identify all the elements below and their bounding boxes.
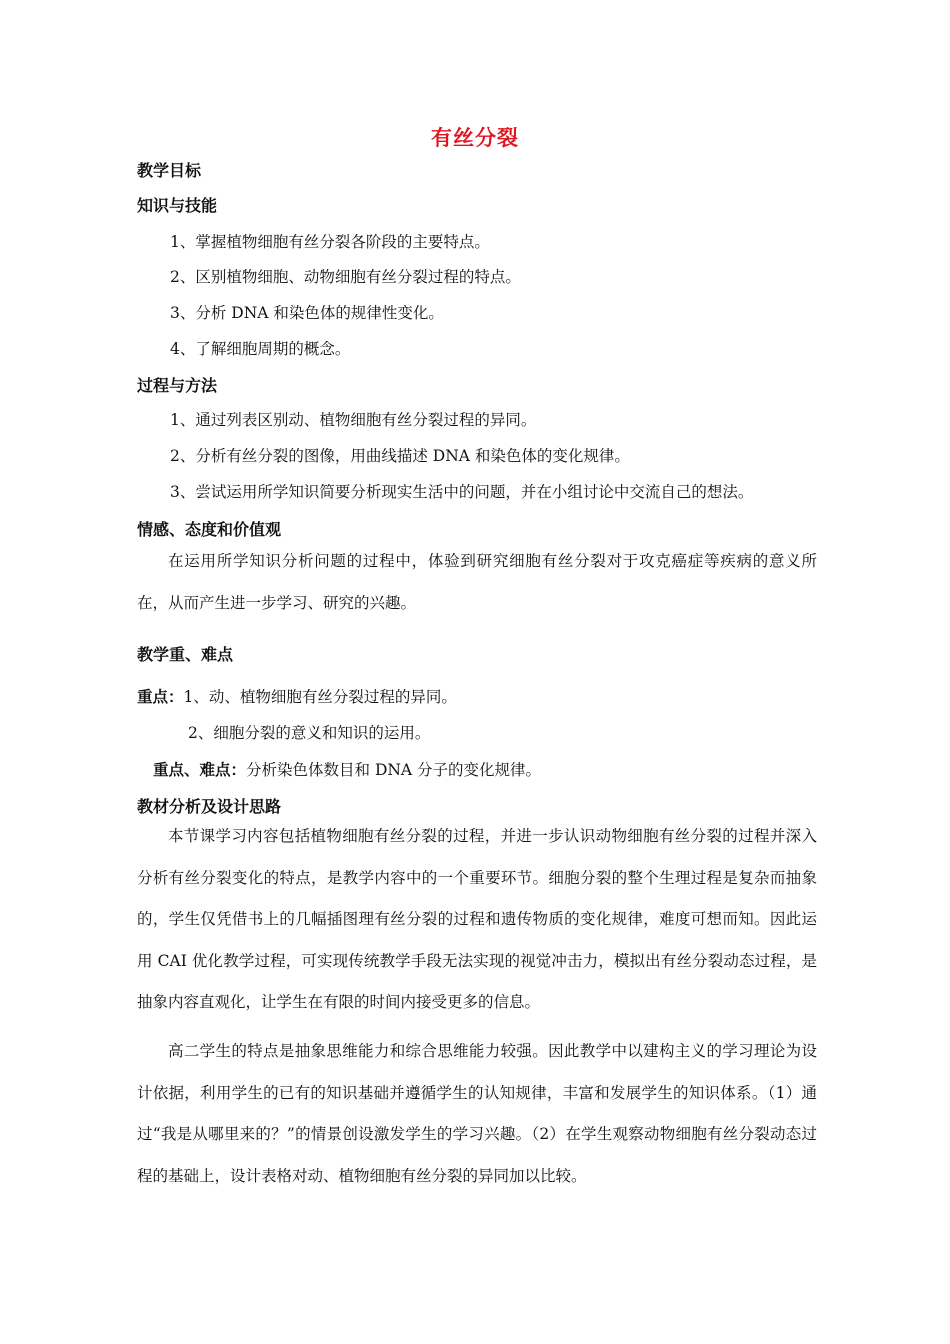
process-item-3: 3、尝试运用所学知识简要分析现实生活中的问题，并在小组讨论中交流自己的想法。 <box>170 483 754 501</box>
key-label: 重点： <box>137 688 184 706</box>
knowledge-item-1: 1、掌握植物细胞有丝分裂各阶段的主要特点。 <box>170 233 490 251</box>
process-item-2: 2、分析有丝分裂的图像，用曲线描述 DNA 和染色体的变化规律。 <box>170 447 630 465</box>
heading-process: 过程与方法 <box>137 376 218 395</box>
knowledge-item-4: 4、了解细胞周期的概念。 <box>170 340 351 358</box>
knowledge-item-2: 2、区别植物细胞、动物细胞有丝分裂过程的特点。 <box>170 268 521 286</box>
key-item-2: 2、细胞分裂的意义和知识的运用。 <box>188 724 431 742</box>
document-title: 有丝分裂 <box>431 126 519 150</box>
attitude-paragraph: 在运用所学知识分析问题的过程中，体验到研究细胞有丝分裂对于攻克癌症等疾病的意义所在，从而产生进一步学习、研究的兴趣。 <box>137 552 817 612</box>
process-item-1: 1、通过列表区别动、植物细胞有丝分裂过程的异同。 <box>170 411 537 429</box>
key-item-1: 1、动、植物细胞有丝分裂过程的异同。 <box>183 688 457 706</box>
heading-attitude: 情感、态度和价值观 <box>137 520 282 539</box>
heading-knowledge: 知识与技能 <box>137 196 218 215</box>
key-points-row <box>137 685 457 707</box>
heading-objectives: 教学目标 <box>137 161 202 180</box>
heading-analysis: 教材分析及设计思路 <box>137 797 282 816</box>
difficult-row <box>153 758 541 780</box>
analysis-paragraph-2: 高二学生的特点是抽象思维能力和综合思维能力较强。因此教学中以建构主义的学习理论为设计依据，利用学生的已有的知识基础并遵循学生的认知规律，丰富和发展学生的知识体系。（1）通过“我是从哪里来的？”的情景创设激发学生的学习兴趣。（2）在学生观察动物细胞有丝分裂动态过程的基础上，设计表格对动、植物细胞有丝分裂的异同加以比较。 <box>137 1042 817 1185</box>
difficult-text: 分析染色体数目和 DNA 分子的变化规律。 <box>246 761 542 779</box>
knowledge-item-3: 3、分析 DNA 和染色体的规律性变化。 <box>170 304 444 322</box>
heading-key-points: 教学重、难点 <box>137 645 234 664</box>
analysis-paragraph-1: 本节课学习内容包括植物细胞有丝分裂的过程，并进一步认识动物细胞有丝分裂的过程并深入分析有丝分裂变化的特点，是教学内容中的一个重要环节。细胞分裂的整个生理过程是复杂而抽象的，学生仅凭借书上的几幅插图理有丝分裂的过程和遗传物质的变化规律，难度可想而知。因此运用 CAI 优化教学过程，可实现传统教学手段无法实现的视觉冲击力，模拟出有丝分裂动态过程，是抽象内容直观化，让学生在有限的时间内接受更多的信息。 <box>137 827 817 1011</box>
difficult-label: 重点、难点： <box>153 761 247 779</box>
